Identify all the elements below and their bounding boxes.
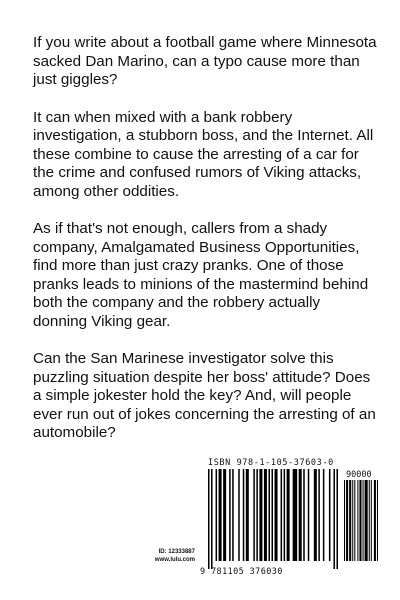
barcode-main-bars: [208, 469, 338, 569]
barcode-bar: [268, 469, 270, 561]
barcode-bar: [377, 480, 378, 561]
back-cover-blurb: [33, 34, 378, 462]
barcode-bar: [219, 469, 222, 561]
barcode-addon-bars: [344, 480, 378, 569]
barcode-bar: [354, 480, 355, 561]
barcode-bar: [369, 480, 370, 561]
barcode-bar: [333, 469, 335, 569]
barcode-bar: [208, 469, 210, 569]
barcode-bar: [264, 469, 267, 561]
barcode-bar: [232, 469, 234, 561]
blurb-paragraph-4: Can the San Marinese investigator solve this puzzling situation despite her boss' attitude? Does a simple jokester hold the key? And, will people ever run out of jokes concerning the arresting of an automobile?: [33, 350, 376, 441]
barcode-bar: [293, 469, 298, 561]
publisher-id-block: [139, 549, 195, 564]
barcode-bar: [344, 480, 345, 561]
barcode-bar: [238, 469, 240, 561]
barcode-bar: [349, 480, 351, 561]
barcode-bar: [371, 480, 372, 561]
barcode-bar: [284, 469, 286, 561]
barcode-bar: [359, 480, 361, 561]
barcode-bar: [346, 480, 348, 561]
barcode-bar: [253, 469, 255, 561]
barcode-bar: [271, 469, 273, 561]
barcode-bar: [275, 469, 278, 561]
barcode-bar: [243, 469, 245, 561]
publisher-url: www.lulu.com: [154, 556, 195, 563]
barcode-bar: [365, 480, 368, 561]
barcode-bar: [318, 469, 320, 561]
blurb-paragraph-1: If you write about a football game where Minnesota sacked Dan Marino, can a typo cause more than just giggles?: [33, 34, 377, 88]
barcode-bar: [352, 480, 353, 561]
barcode-bar: [314, 469, 317, 561]
barcode-bar: [229, 469, 231, 561]
barcode-digits: 9 781105 376030: [200, 567, 283, 577]
blurb-paragraph-3: As if that's not enough, callers from a shady company, Amalgamated Business Opportunities, find more than just crazy pranks. One of those pranks leads to minions of the mastermind behind both the company and the robbery actually donning Viking gear.: [33, 220, 369, 330]
price-code: 90000: [346, 470, 372, 480]
barcode-bar: [223, 469, 226, 561]
barcode-bar: [336, 469, 338, 569]
barcode-bar: [374, 480, 376, 561]
barcode-bar: [246, 469, 249, 561]
barcode-bar: [281, 469, 283, 561]
isbn-barcode: [200, 458, 380, 586]
publisher-id: ID: 12333887: [158, 549, 195, 555]
barcode-bar: [216, 469, 218, 561]
barcode-bar: [303, 469, 305, 561]
barcode-bar: [259, 469, 262, 561]
barcode-bar: [363, 480, 364, 561]
barcode-bar: [329, 469, 331, 561]
barcode-bar: [323, 469, 325, 561]
barcode-bar: [357, 480, 358, 561]
barcode-bar: [287, 469, 290, 561]
barcode-bar: [256, 469, 258, 561]
barcode-bar: [299, 469, 302, 561]
blurb-paragraph-2: It can when mixed with a bank robbery investigation, a stubborn boss, and the Internet. All these combine to cause the arresting of a car for the crime and confused rumors of Viking attacks, among other oddities.: [33, 108, 374, 200]
barcode-bar: [211, 469, 213, 569]
isbn-label: ISBN 978-1-105-37603-0: [208, 458, 334, 468]
barcode-bar: [308, 469, 310, 561]
